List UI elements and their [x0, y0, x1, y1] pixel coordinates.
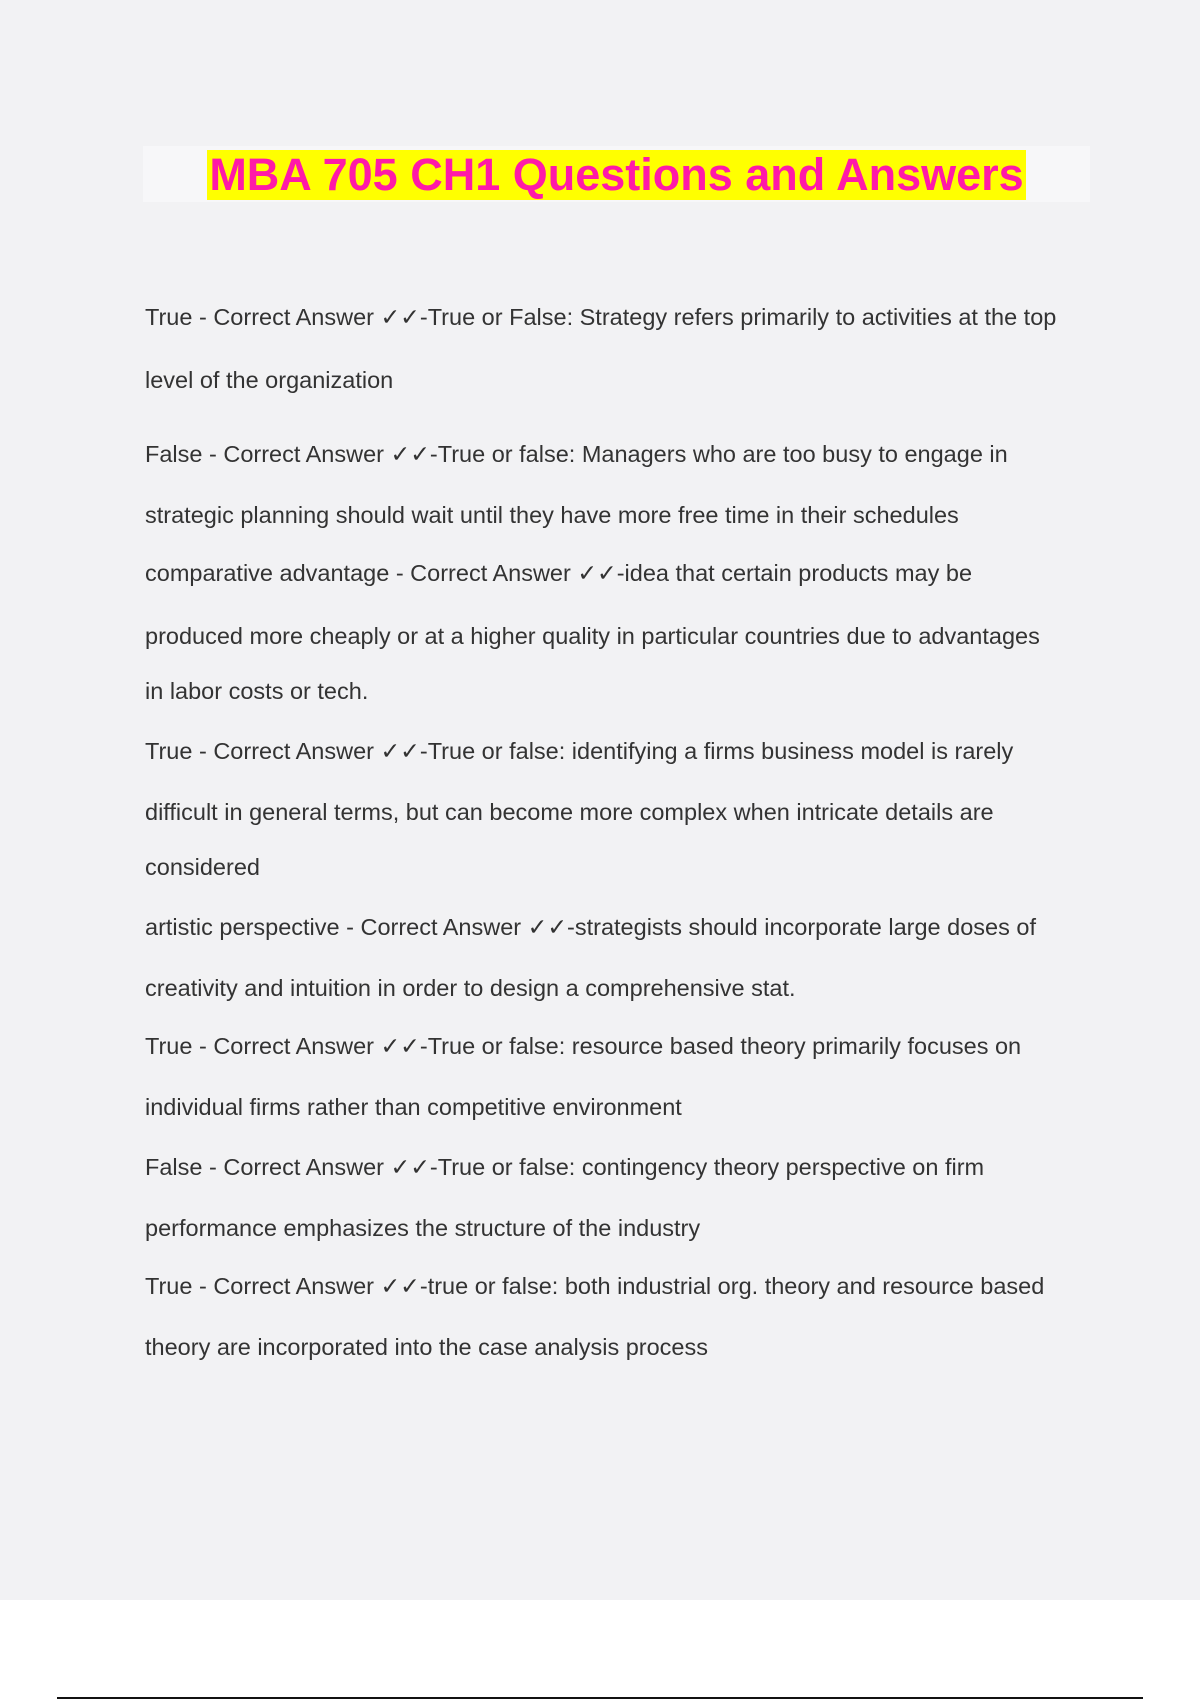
text-line: False - Correct Answer ✓✓-True or false: contingency theory perspective on firm: [145, 1154, 985, 1180]
title-block: [143, 146, 1090, 202]
text-line: False - Correct Answer ✓✓-True or false: Managers who are too busy to engage in: [145, 441, 1008, 467]
text-line: artistic perspective - Correct Answer ✓✓-strategists should incorporate large doses of: [145, 914, 1036, 940]
text-line: True - Correct Answer ✓✓-True or False: Strategy refers primarily to activities at the top: [145, 304, 1057, 330]
text-line: level of the organization: [145, 367, 394, 393]
footer-divider: [57, 1697, 1143, 1699]
text-line: produced more cheaply or at a higher quality in particular countries due to advantages: [145, 623, 1040, 649]
text-line: individual firms rather than competitive environment: [145, 1094, 682, 1120]
text-line: comparative advantage - Correct Answer ✓✓-idea that certain products may be: [145, 560, 973, 586]
text-line: performance emphasizes the structure of the industry: [145, 1215, 701, 1241]
text-line: strategic planning should wait until they have more free time in their schedules: [145, 502, 959, 528]
text-line: True - Correct Answer ✓✓-true or false: both industrial org. theory and resource based: [145, 1273, 1045, 1299]
text-line: considered: [145, 854, 260, 880]
text-line: True - Correct Answer ✓✓-True or false: identifying a firms business model is rarely: [145, 738, 1014, 764]
text-line: in labor costs or tech.: [145, 678, 369, 704]
text-line: True - Correct Answer ✓✓-True or false: resource based theory primarily focuses on: [145, 1033, 1022, 1059]
text-line: difficult in general terms, but can become more complex when intricate details are: [145, 799, 994, 825]
document-title: MBA 705 CH1 Questions and Answers: [209, 149, 1024, 200]
text-line: theory are incorporated into the case analysis process: [145, 1334, 709, 1360]
text-line: creativity and intuition in order to design a comprehensive stat.: [145, 975, 796, 1001]
